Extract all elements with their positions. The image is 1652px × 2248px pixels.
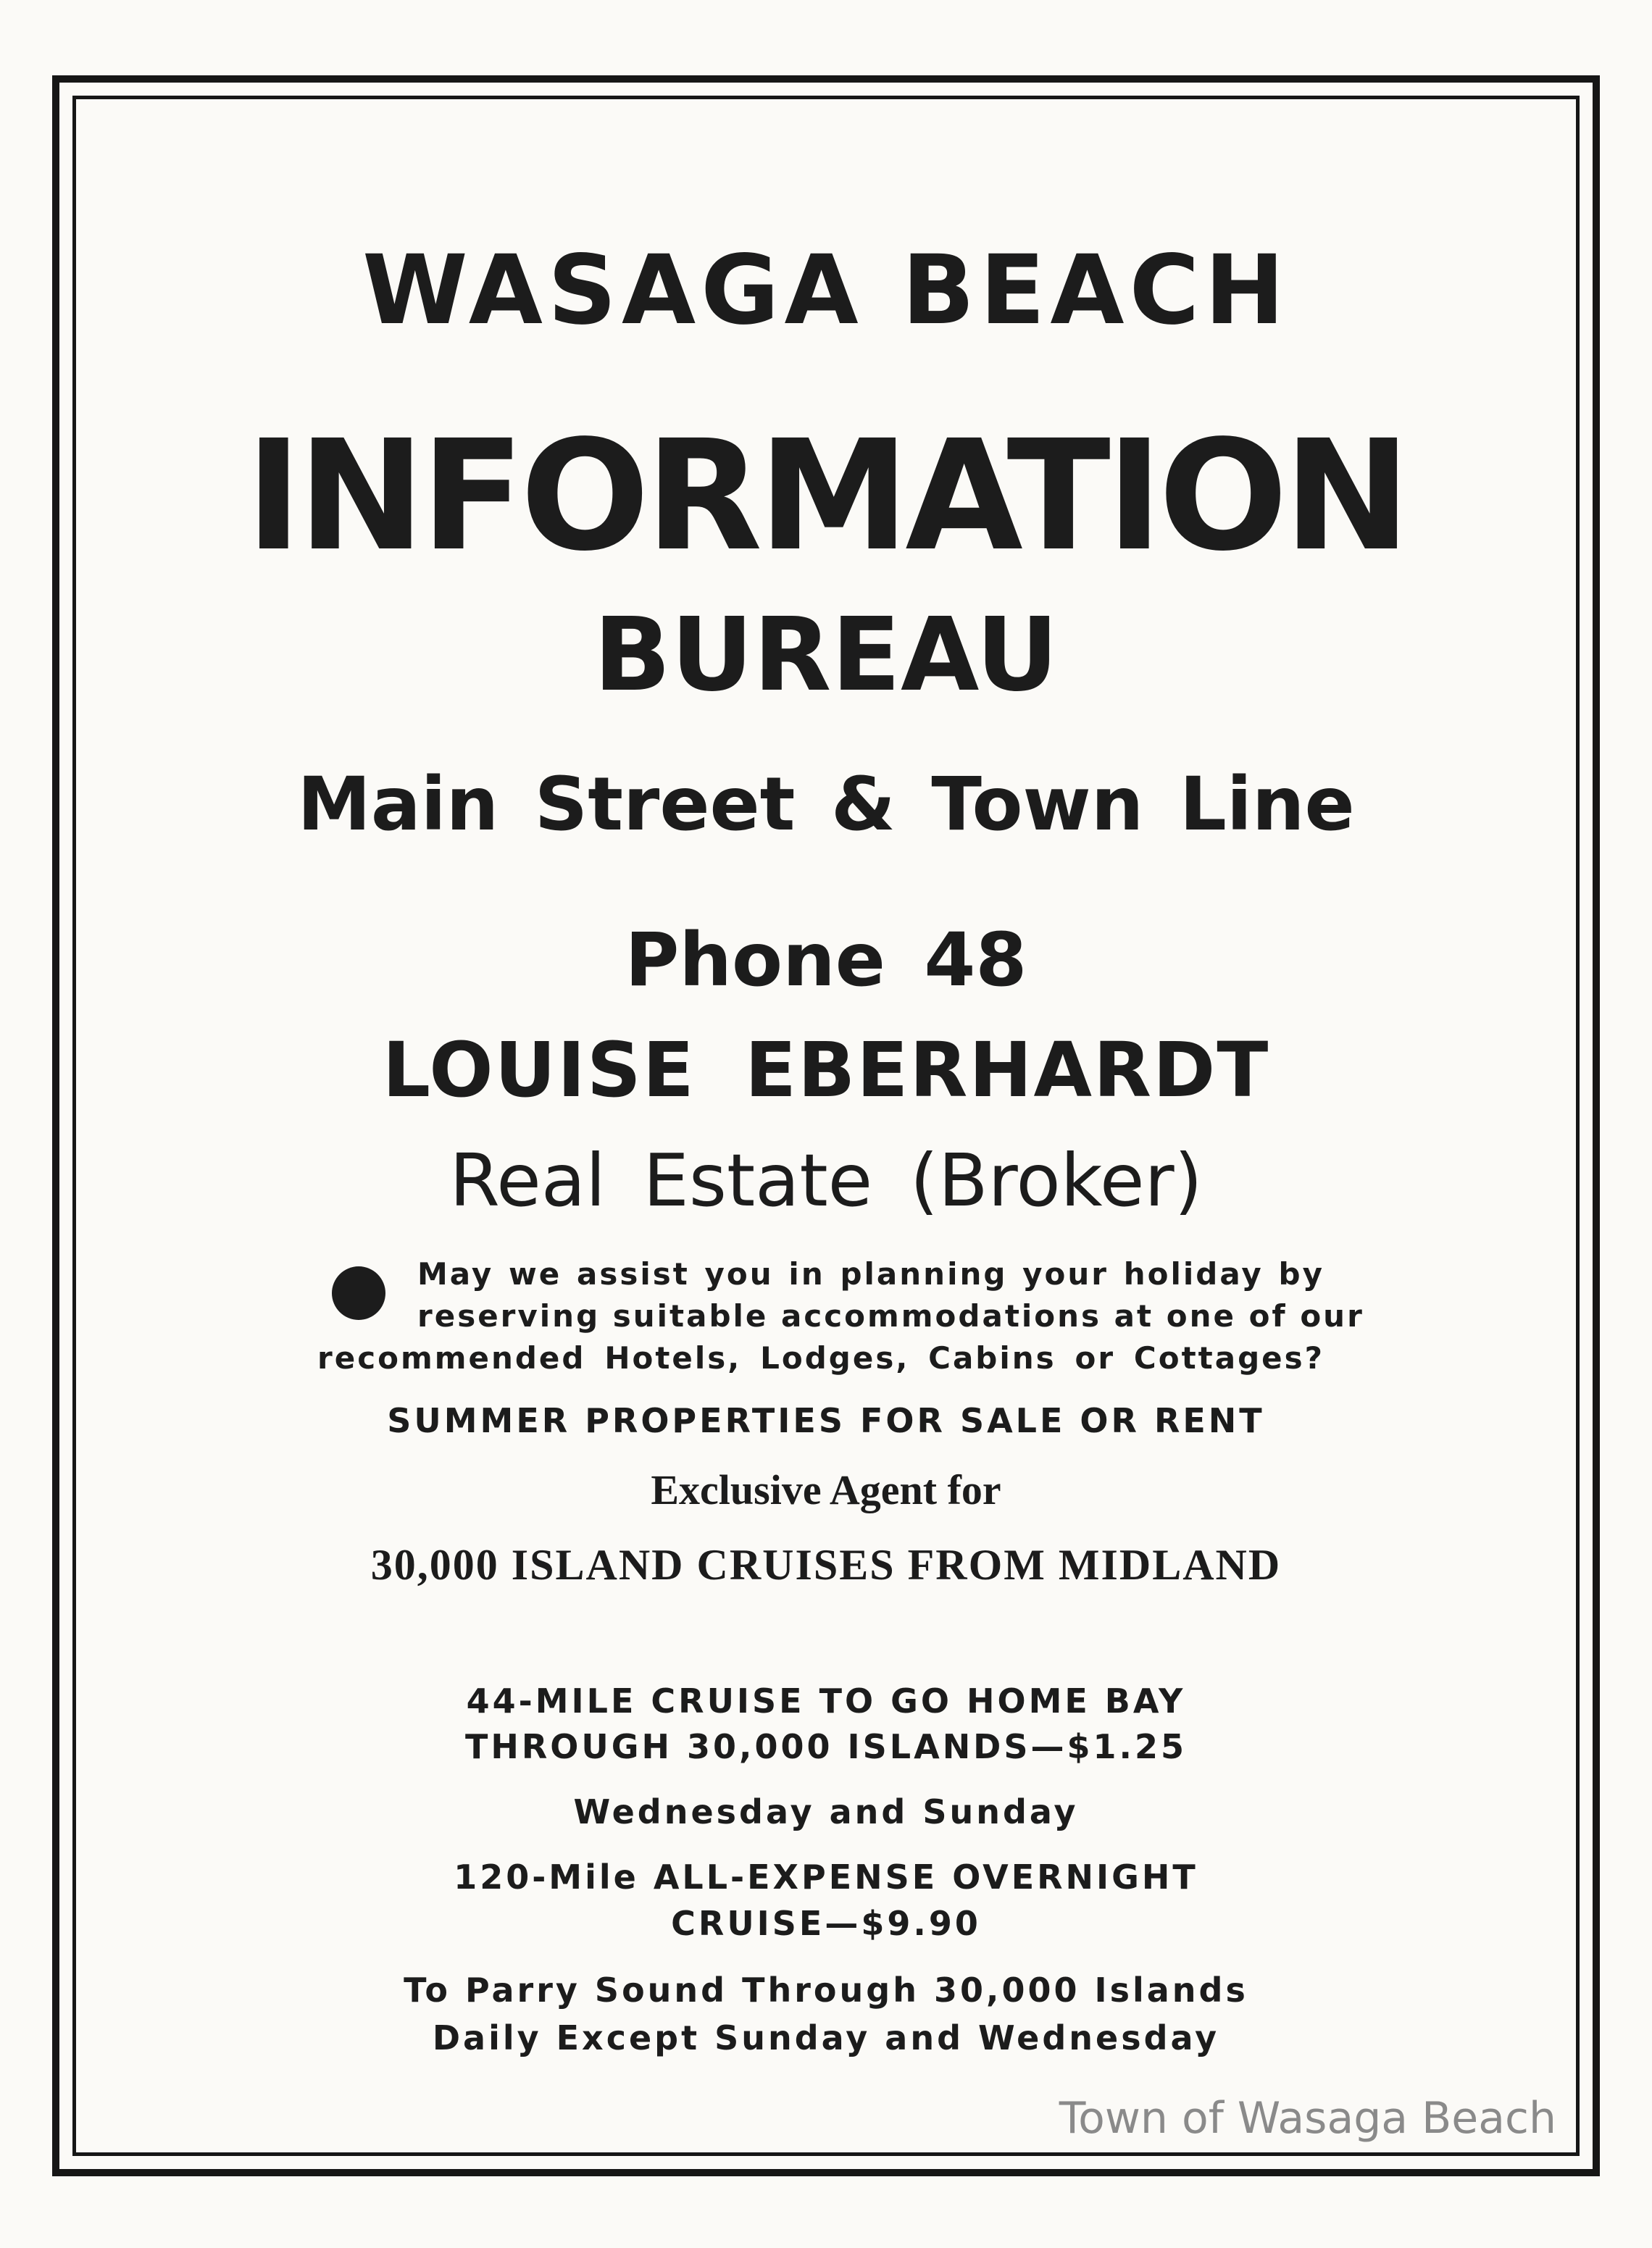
cruise-120-line: 120-Mile ALL-EXPENSE OVERNIGHT xyxy=(454,1858,1198,1897)
summer-properties: SUMMER PROPERTIES FOR SALE OR RENT xyxy=(387,1401,1265,1440)
watermark: Town of Wasaga Beach xyxy=(1059,2093,1556,2144)
cruise-44-line: 44-MILE CRUISE TO GO HOME BAY xyxy=(466,1681,1186,1721)
parry-sound-line: To Parry Sound Through 30,000 Islands xyxy=(404,1971,1248,2010)
broker-name: LOUISE EBERHARDT xyxy=(382,1026,1270,1114)
inner-border xyxy=(72,96,1580,2156)
heading-information: INFORMATION xyxy=(245,407,1407,585)
cruise-44-days: Wednesday and Sunday xyxy=(573,1792,1079,1831)
cruises-heading: 30,000 ISLAND CRUISES FROM MIDLAND xyxy=(370,1541,1282,1589)
broker-role: Real Estate (Broker) xyxy=(449,1138,1203,1223)
parry-sound-schedule: Daily Except Sunday and Wednesday xyxy=(432,2018,1220,2057)
paragraph-line: reserving suitable accommodations at one of our xyxy=(417,1298,1364,1334)
paragraph-line: recommended Hotels, Lodges, Cabins or Cottages? xyxy=(317,1340,1324,1376)
heading-bureau: BUREAU xyxy=(593,596,1059,714)
cruise-44-price: THROUGH 30,000 ISLANDS—$1.25 xyxy=(464,1727,1188,1766)
paragraph-line: May we assist you in planning your holiday by xyxy=(417,1256,1324,1292)
phone: Phone 48 xyxy=(625,917,1027,1003)
bullet-icon xyxy=(332,1266,385,1320)
address: Main Street & Town Line xyxy=(297,761,1355,848)
heading-wasaga-beach: WASAGA BEACH xyxy=(362,235,1290,346)
cruise-120-price: CRUISE—$9.90 xyxy=(671,1904,981,1943)
exclusive-agent: Exclusive Agent for xyxy=(651,1466,1001,1513)
